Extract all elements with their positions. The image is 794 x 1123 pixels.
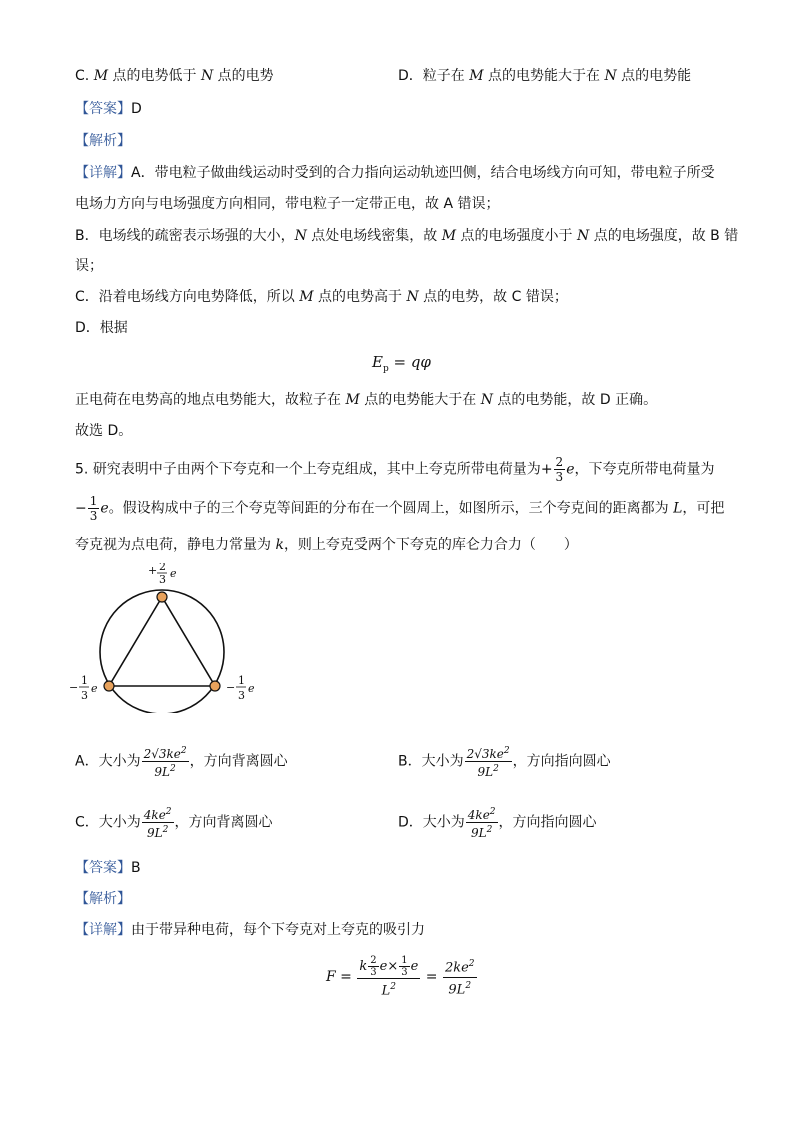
q5-analysis-tag: 【解析】 — [75, 891, 131, 907]
option-c-q5: C．大小为 $\frac{4ke^2}{9L^2}$ ，方向背离圆心 — [75, 807, 273, 840]
svg-text:e: e — [170, 567, 177, 580]
svg-text:1: 1 — [81, 674, 88, 687]
svg-text:3: 3 — [238, 689, 245, 702]
svg-text:−: − — [69, 681, 79, 694]
down-quark-right-dot — [210, 681, 220, 691]
detail-b-line1: B．电场线的疏密表示场强的大小，N 点处电场线密集，故 M 点的电场强度小于 N 点的电场强度，故 B 错 — [75, 228, 739, 244]
svg-text:e: e — [248, 682, 255, 695]
q5-answer-line: 【答案】B — [75, 860, 141, 876]
q5-detail-line: 【详解】由于带异种电荷，每个下夸克对上夸克的吸引力 — [75, 922, 425, 938]
svg-text:+: + — [148, 564, 158, 577]
option-c: C. M 点的电势低于 N 点的电势 — [75, 68, 274, 84]
choose-line: 故选 D。 — [75, 423, 133, 439]
svg-text:3: 3 — [81, 689, 88, 702]
answer-line: 【答案】D — [75, 101, 142, 117]
figure-circle — [100, 590, 224, 713]
down-charge-right-label — [226, 674, 255, 702]
option-d: D．粒子在 M 点的电势能大于在 N 点的电势能 — [398, 68, 692, 84]
formula-ep: $E_p = q\varphi$ — [372, 353, 431, 374]
analysis-tag: 【解析】 — [75, 133, 131, 149]
svg-text:−: − — [226, 681, 236, 694]
q5-stem-line3: 夸克视为点电荷，静电力常量为 k，则上夸克受两个下夸克的库仑力合力（ ） — [75, 537, 578, 553]
quark-figure — [66, 563, 266, 713]
detail-b-line2: 误； — [75, 258, 103, 274]
detail-d: D．根据 — [75, 320, 128, 336]
option-d-q5: D．大小为 $\frac{4ke^2}{9L^2}$ ，方向指向圆心 — [398, 807, 597, 840]
coulomb-formula: F = k $\frac{2}{3}$ e× $\frac{1}{3}$ e $L^2$ = $\frac{2ke^2}{9L^2}$ — [326, 954, 475, 999]
up-charge-label — [148, 563, 177, 586]
detail-a-line2: 电场力方向与电场强度方向相同，带电粒子一定带正电，故 A 错误； — [75, 196, 500, 212]
svg-text:e: e — [91, 682, 98, 695]
figure-triangle — [109, 597, 215, 686]
down-quark-left-dot — [104, 681, 114, 691]
down-charge-left-label — [69, 674, 98, 702]
svg-text:2: 2 — [159, 563, 166, 573]
svg-text:3: 3 — [159, 573, 166, 586]
up-quark-dot — [157, 592, 167, 602]
q5-stem-line2: − $\frac{1}{3}$ e。假设构成中子的三个夸克等间距的分布在一个圆周上，如图所示，三个夸克间的距离都为 L，可把 — [75, 494, 725, 523]
option-b: B．大小为 $\frac{2√3ke^2}{9L^2}$ ，方向指向圆心 — [398, 746, 611, 779]
detail-c: C．沿着电场线方向电势降低，所以 M 点的电势高于 N 点的电势，故 C 错误； — [75, 289, 568, 305]
option-a: A．大小为 $\frac{2√3ke^2}{9L^2}$ ，方向背离圆心 — [75, 746, 288, 779]
detail-a-line1: 【详解】A．带电粒子做曲线运动时受到的合力指向运动轨迹凹侧，结合电场线方向可知，带电粒子所受 — [75, 165, 715, 181]
q5-stem-line1: 5. 研究表明中子由两个下夸克和一个上夸克组成，其中上夸克所带电荷量为+ $\frac{2}{3}$ e，下夸克所带电荷量为 — [75, 455, 715, 484]
svg-text:1: 1 — [238, 674, 245, 687]
conclusion: 正电荷在电势高的地点电势能大，故粒子在 M 点的电势能大于在 N 点的电势能，故 D 正确。 — [75, 392, 658, 408]
